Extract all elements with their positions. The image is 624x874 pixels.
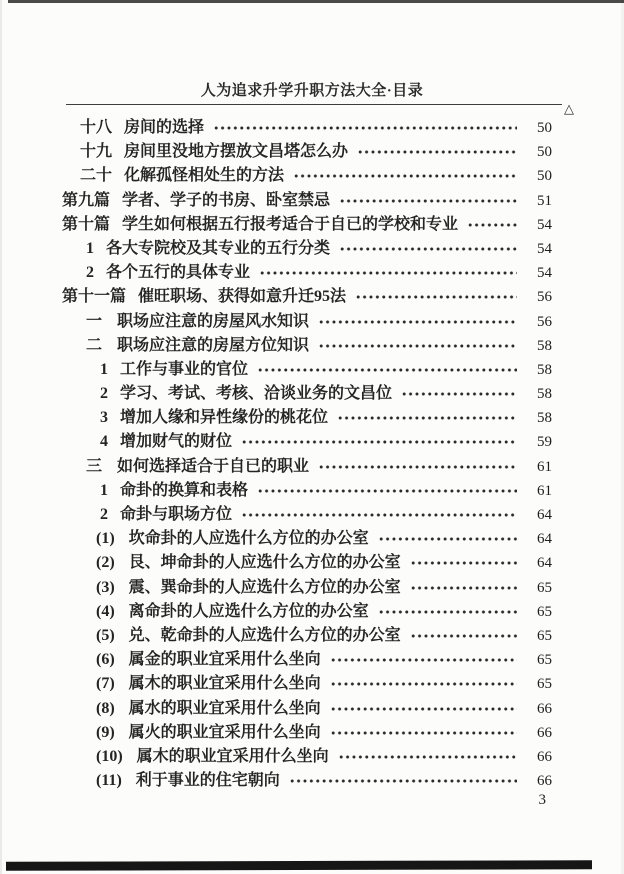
toc-item-title: 催旺职场、获得如意升迁95法 — [138, 288, 347, 306]
triangle-ornament-icon: △ — [564, 101, 574, 116]
toc-item-page: 51 — [537, 192, 552, 209]
toc-item-label: 二十 — [80, 167, 113, 185]
dot-leader — [339, 245, 517, 253]
toc-item-label: 1 — [86, 239, 94, 257]
dot-leader — [355, 293, 517, 301]
dot-leader — [318, 318, 517, 326]
toc-item-page: 56 — [537, 313, 552, 330]
toc-item-title: 属木的职业宜采用什么坐向 — [136, 747, 329, 765]
toc-item-title: 化解孤怪相处生的方法 — [124, 167, 285, 185]
dot-leader — [213, 124, 517, 132]
toc-item-title: 属金的职业宜采用什么坐向 — [128, 651, 321, 669]
toc-item-page: 58 — [537, 361, 552, 378]
toc-item-label: 2 — [86, 264, 94, 282]
toc-item-page: 61 — [537, 458, 552, 475]
toc-item-title: 增加财气的财位 — [120, 433, 233, 451]
toc-row — [62, 138, 552, 162]
toc-item-page: 65 — [537, 676, 552, 693]
dot-leader — [257, 366, 517, 374]
toc-row — [62, 259, 552, 283]
toc-item-label: 一 — [86, 312, 103, 330]
toc-item-page: 56 — [537, 289, 552, 306]
toc-item-page: 58 — [537, 337, 552, 354]
toc-item-label: 第十篇 — [62, 215, 111, 233]
toc-item-title: 学习、考试、考核、洽谈业务的文昌位 — [120, 385, 393, 403]
dot-leader — [339, 197, 517, 205]
toc-item-label: 4 — [100, 433, 108, 451]
dot-leader — [330, 656, 517, 664]
toc-item-title: 利于事业的住宅朝向 — [135, 772, 280, 790]
toc-item-label: (6) — [96, 651, 115, 669]
dot-leader — [318, 463, 517, 471]
toc-item-label: 三 — [86, 457, 103, 475]
toc-item-title: 增加人缘和异性缘份的桃花位 — [120, 409, 329, 427]
scan-bottom-edge — [6, 860, 592, 871]
toc-row — [62, 477, 552, 501]
toc-item-title: 各个五行的具体专业 — [106, 264, 251, 282]
toc-item-label: (8) — [96, 699, 115, 717]
toc-item-label: 二 — [86, 336, 103, 354]
dot-leader — [410, 559, 517, 567]
toc-row — [62, 211, 552, 235]
dot-leader — [337, 414, 517, 422]
toc-item-page: 50 — [537, 168, 552, 185]
toc-row — [62, 356, 552, 380]
toc-row — [62, 332, 552, 356]
dot-leader — [330, 705, 517, 713]
dot-leader — [410, 584, 517, 592]
toc-row — [62, 162, 552, 186]
toc-row — [62, 525, 552, 549]
toc-item-label: 第九篇 — [62, 191, 111, 209]
toc-item-page: 64 — [537, 531, 552, 548]
header-rule — [66, 98, 574, 116]
toc-row — [62, 646, 552, 670]
toc-row — [62, 743, 552, 767]
dot-leader — [259, 269, 517, 277]
toc-row — [62, 235, 552, 259]
toc-item-label: (5) — [96, 626, 115, 644]
scan-left-edge — [0, 0, 2, 874]
toc-item-label: (2) — [96, 554, 115, 572]
dot-leader — [378, 608, 517, 616]
toc-item-page: 54 — [537, 216, 552, 233]
footer-page-number: 3 — [538, 792, 546, 808]
toc-item-label: 2 — [100, 385, 108, 403]
toc-row — [62, 308, 552, 332]
toc-item-page: 61 — [537, 482, 552, 499]
toc-item-page: 58 — [537, 410, 552, 427]
toc-item-title: 职场应注意的房屋风水知识 — [117, 312, 310, 330]
toc-item-label: (9) — [96, 723, 115, 741]
toc-row — [62, 549, 552, 573]
toc-item-page: 65 — [537, 652, 552, 669]
toc-item-page: 59 — [537, 434, 552, 451]
toc-item-label: 十九 — [80, 143, 113, 161]
toc-row — [62, 719, 552, 743]
toc-row — [62, 574, 552, 598]
toc-row — [62, 501, 552, 525]
dot-leader — [401, 390, 517, 398]
toc-item-page: 64 — [537, 507, 552, 523]
toc-row — [62, 187, 552, 211]
toc-item-title: 工作与事业的官位 — [120, 360, 249, 378]
toc-item-page: 66 — [537, 700, 552, 717]
page-title: 人为追求升学升职方法大全·目录 — [200, 83, 424, 99]
dot-leader — [257, 487, 517, 495]
toc-item-label: 1 — [100, 360, 108, 378]
toc-row — [62, 598, 552, 622]
toc-item-label: (3) — [96, 578, 115, 596]
toc-row — [62, 622, 552, 646]
toc-row — [62, 404, 552, 428]
toc-item-title: 兑、乾命卦的人应选什么方位的办公室 — [128, 626, 401, 644]
toc-item-title: 命卦的换算和表格 — [120, 481, 249, 499]
toc-row — [62, 380, 552, 404]
toc-item-page: 64 — [537, 555, 552, 572]
toc-item-page: 66 — [537, 773, 552, 790]
toc-item-title: 坎命卦的人应选什么方位的办公室 — [128, 530, 369, 548]
toc-item-page: 58 — [537, 386, 552, 403]
toc-row — [62, 695, 552, 719]
toc-item-page: 65 — [537, 627, 552, 644]
toc-item-title: 房间的选择 — [124, 119, 205, 136]
scan-top-edge — [8, 0, 624, 3]
toc-list — [62, 114, 552, 791]
toc-item-title: 属水的职业宜采用什么坐向 — [128, 699, 321, 717]
toc-item-title: 命卦与职场方位 — [120, 506, 233, 523]
toc-row — [62, 453, 552, 477]
toc-item-page: 50 — [537, 120, 552, 136]
toc-row — [62, 283, 552, 307]
toc-row — [62, 428, 552, 452]
toc-item-title: 各大专院校及其专业的五行分类 — [106, 239, 331, 257]
toc-row — [62, 670, 552, 694]
toc-item-label: 十八 — [80, 119, 113, 136]
toc-item-title: 属木的职业宜采用什么坐向 — [128, 675, 321, 693]
toc-item-label: (1) — [96, 530, 115, 548]
dot-leader — [289, 777, 517, 785]
toc-item-page: 54 — [537, 265, 552, 282]
dot-leader — [467, 221, 517, 229]
toc-item-label: (7) — [96, 675, 115, 693]
dot-leader — [330, 680, 517, 688]
dot-leader — [378, 535, 517, 543]
dot-leader — [318, 342, 517, 350]
toc-item-label: 第十一篇 — [62, 288, 127, 306]
toc-item-title: 离命卦的人应选什么方位的办公室 — [128, 602, 369, 620]
toc-item-title: 如何选择适合于自已的职业 — [117, 457, 310, 475]
toc-item-label: 1 — [100, 481, 108, 499]
toc-item-label: (4) — [96, 602, 115, 620]
dot-leader — [357, 148, 517, 156]
toc-item-page: 50 — [537, 144, 552, 161]
toc-item-label: (11) — [96, 772, 122, 790]
toc-row — [62, 114, 552, 138]
toc-item-label: (10) — [96, 747, 123, 765]
dot-leader — [330, 729, 517, 737]
toc-item-title: 房间里没地方摆放文昌塔怎么办 — [124, 143, 349, 161]
toc-item-title: 震、巽命卦的人应选什么方位的办公室 — [128, 578, 401, 596]
toc-row — [62, 767, 552, 791]
dot-leader — [293, 172, 517, 180]
toc-item-label: 2 — [100, 506, 108, 523]
toc-item-page: 65 — [537, 603, 552, 620]
toc-item-title: 属火的职业宜采用什么坐向 — [128, 723, 321, 741]
toc-item-label: 3 — [100, 409, 108, 427]
dot-leader — [241, 438, 517, 446]
toc-item-title: 学者、学子的书房、卧室禁忌 — [122, 191, 331, 209]
toc-item-title: 学生如何根据五行报考适合于自已的学校和专业 — [122, 215, 459, 233]
toc-item-page: 66 — [537, 748, 552, 765]
toc-item-title: 艮、坤命卦的人应选什么方位的办公室 — [128, 554, 401, 572]
dot-leader — [241, 511, 517, 519]
dot-leader — [410, 632, 517, 640]
dot-leader — [338, 753, 517, 761]
header-rule-line — [66, 104, 562, 106]
toc-item-title: 职场应注意的房屋方位知识 — [117, 336, 310, 354]
toc-item-page: 65 — [537, 579, 552, 596]
toc-item-page: 66 — [537, 724, 552, 741]
toc-item-page: 54 — [537, 240, 552, 257]
